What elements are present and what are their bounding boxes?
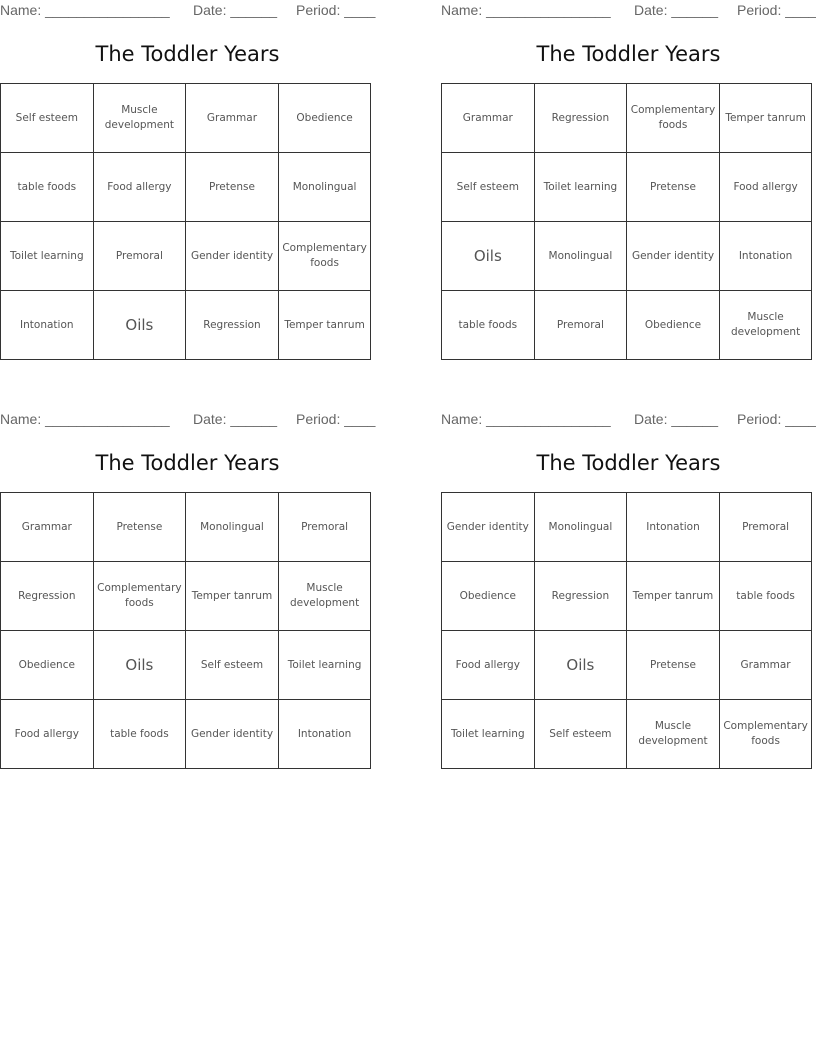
grid-cell: Self esteem: [442, 153, 535, 222]
date-field-label: Date: ______: [634, 2, 719, 18]
grid-cell: Food allergy: [442, 631, 535, 700]
grid-cell: Monolingual: [534, 222, 627, 291]
name-field-label: Name: ________________: [0, 2, 170, 18]
grid-cell: Temper tanrum: [627, 562, 720, 631]
grid-cell: Food allergy: [719, 153, 812, 222]
grid-cell: Oils: [93, 291, 186, 360]
date-field-label: Date: ______: [634, 411, 719, 427]
grid-row: [1, 562, 371, 631]
grid-cell: Grammar: [1, 493, 94, 562]
grid-cell: Temper tanrum: [186, 562, 279, 631]
grid-row: [1, 291, 371, 360]
grid-cell: Temper tanrum: [278, 291, 371, 360]
grid-cell: Self esteem: [534, 700, 627, 769]
grid-cell: Regression: [534, 562, 627, 631]
name-field-label: Name: ________________: [441, 2, 611, 18]
grid-cell: Toilet learning: [1, 222, 94, 291]
grid-cell: Complementary foods: [93, 562, 186, 631]
bingo-card-4: [441, 409, 816, 747]
grid-cell: Muscle development: [278, 562, 371, 631]
grid-row: [442, 493, 812, 562]
bingo-grid: [441, 492, 812, 769]
grid-cell: Muscle development: [627, 700, 720, 769]
grid-cell: Premoral: [534, 291, 627, 360]
card-header: [0, 409, 375, 431]
card-title: The Toddler Years: [95, 451, 280, 475]
grid-cell: Complementary foods: [278, 222, 371, 291]
grid-row: [442, 700, 812, 769]
bingo-grid: [441, 83, 812, 360]
period-field-label: Period: ____: [296, 2, 376, 18]
grid-cell: Pretense: [627, 631, 720, 700]
grid-cell: Intonation: [719, 222, 812, 291]
grid-cell: Gender identity: [186, 700, 279, 769]
grid-cell: Obedience: [627, 291, 720, 360]
grid-row: [442, 562, 812, 631]
card-title: The Toddler Years: [95, 42, 280, 66]
grid-cell: Oils: [442, 222, 535, 291]
bingo-card-1: [0, 0, 376, 334]
grid-cell: table foods: [719, 562, 812, 631]
bingo-grid: [0, 492, 371, 769]
grid-cell: Intonation: [1, 291, 94, 360]
grid-cell: Complementary foods: [719, 700, 812, 769]
grid-cell: Monolingual: [278, 153, 371, 222]
card-title: The Toddler Years: [536, 42, 721, 66]
grid-cell: Grammar: [719, 631, 812, 700]
grid-cell: Obedience: [1, 631, 94, 700]
grid-row: [442, 222, 812, 291]
grid-row: [1, 153, 371, 222]
card-header: [441, 0, 816, 22]
grid-cell: Monolingual: [534, 493, 627, 562]
grid-cell: Self esteem: [1, 84, 94, 153]
grid-cell: Oils: [93, 631, 186, 700]
grid-row: [1, 493, 371, 562]
grid-row: [1, 222, 371, 291]
grid-cell: Pretense: [186, 153, 279, 222]
grid-cell: Regression: [1, 562, 94, 631]
grid-cell: Complementary foods: [627, 84, 720, 153]
grid-cell: Gender identity: [442, 493, 535, 562]
grid-cell: table foods: [442, 291, 535, 360]
bingo-card-2: [441, 0, 816, 338]
grid-cell: Pretense: [93, 493, 186, 562]
card-title: The Toddler Years: [536, 451, 721, 475]
grid-cell: Toilet learning: [534, 153, 627, 222]
grid-cell: Muscle development: [93, 84, 186, 153]
card-header: [0, 0, 375, 22]
card-header: [441, 409, 816, 431]
grid-cell: Gender identity: [186, 222, 279, 291]
grid-cell: Obedience: [442, 562, 535, 631]
grid-row: [1, 631, 371, 700]
grid-cell: Intonation: [627, 493, 720, 562]
grid-row: [1, 700, 371, 769]
grid-row: [442, 84, 812, 153]
grid-cell: Self esteem: [186, 631, 279, 700]
grid-cell: Toilet learning: [278, 631, 371, 700]
grid-cell: Muscle development: [719, 291, 812, 360]
grid-cell: Regression: [186, 291, 279, 360]
grid-cell: Regression: [534, 84, 627, 153]
grid-row: [1, 84, 371, 153]
date-field-label: Date: ______: [193, 2, 278, 18]
bingo-card-3: [0, 409, 376, 740]
grid-cell: Toilet learning: [442, 700, 535, 769]
name-field-label: Name: ________________: [0, 411, 170, 427]
grid-cell: Pretense: [627, 153, 720, 222]
grid-cell: Intonation: [278, 700, 371, 769]
grid-cell: Food allergy: [93, 153, 186, 222]
grid-cell: table foods: [93, 700, 186, 769]
grid-cell: Grammar: [442, 84, 535, 153]
grid-cell: Premoral: [719, 493, 812, 562]
grid-cell: Gender identity: [627, 222, 720, 291]
grid-cell: Monolingual: [186, 493, 279, 562]
grid-cell: Oils: [534, 631, 627, 700]
grid-cell: Temper tanrum: [719, 84, 812, 153]
grid-row: [442, 291, 812, 360]
grid-cell: Premoral: [278, 493, 371, 562]
grid-cell: table foods: [1, 153, 94, 222]
period-field-label: Period: ____: [737, 2, 816, 18]
grid-row: [442, 153, 812, 222]
grid-cell: Premoral: [93, 222, 186, 291]
grid-cell: Obedience: [278, 84, 371, 153]
date-field-label: Date: ______: [193, 411, 278, 427]
period-field-label: Period: ____: [296, 411, 376, 427]
period-field-label: Period: ____: [737, 411, 816, 427]
grid-cell: Grammar: [186, 84, 279, 153]
bingo-grid: [0, 83, 371, 360]
grid-row: [442, 631, 812, 700]
grid-cell: Food allergy: [1, 700, 94, 769]
name-field-label: Name: ________________: [441, 411, 611, 427]
